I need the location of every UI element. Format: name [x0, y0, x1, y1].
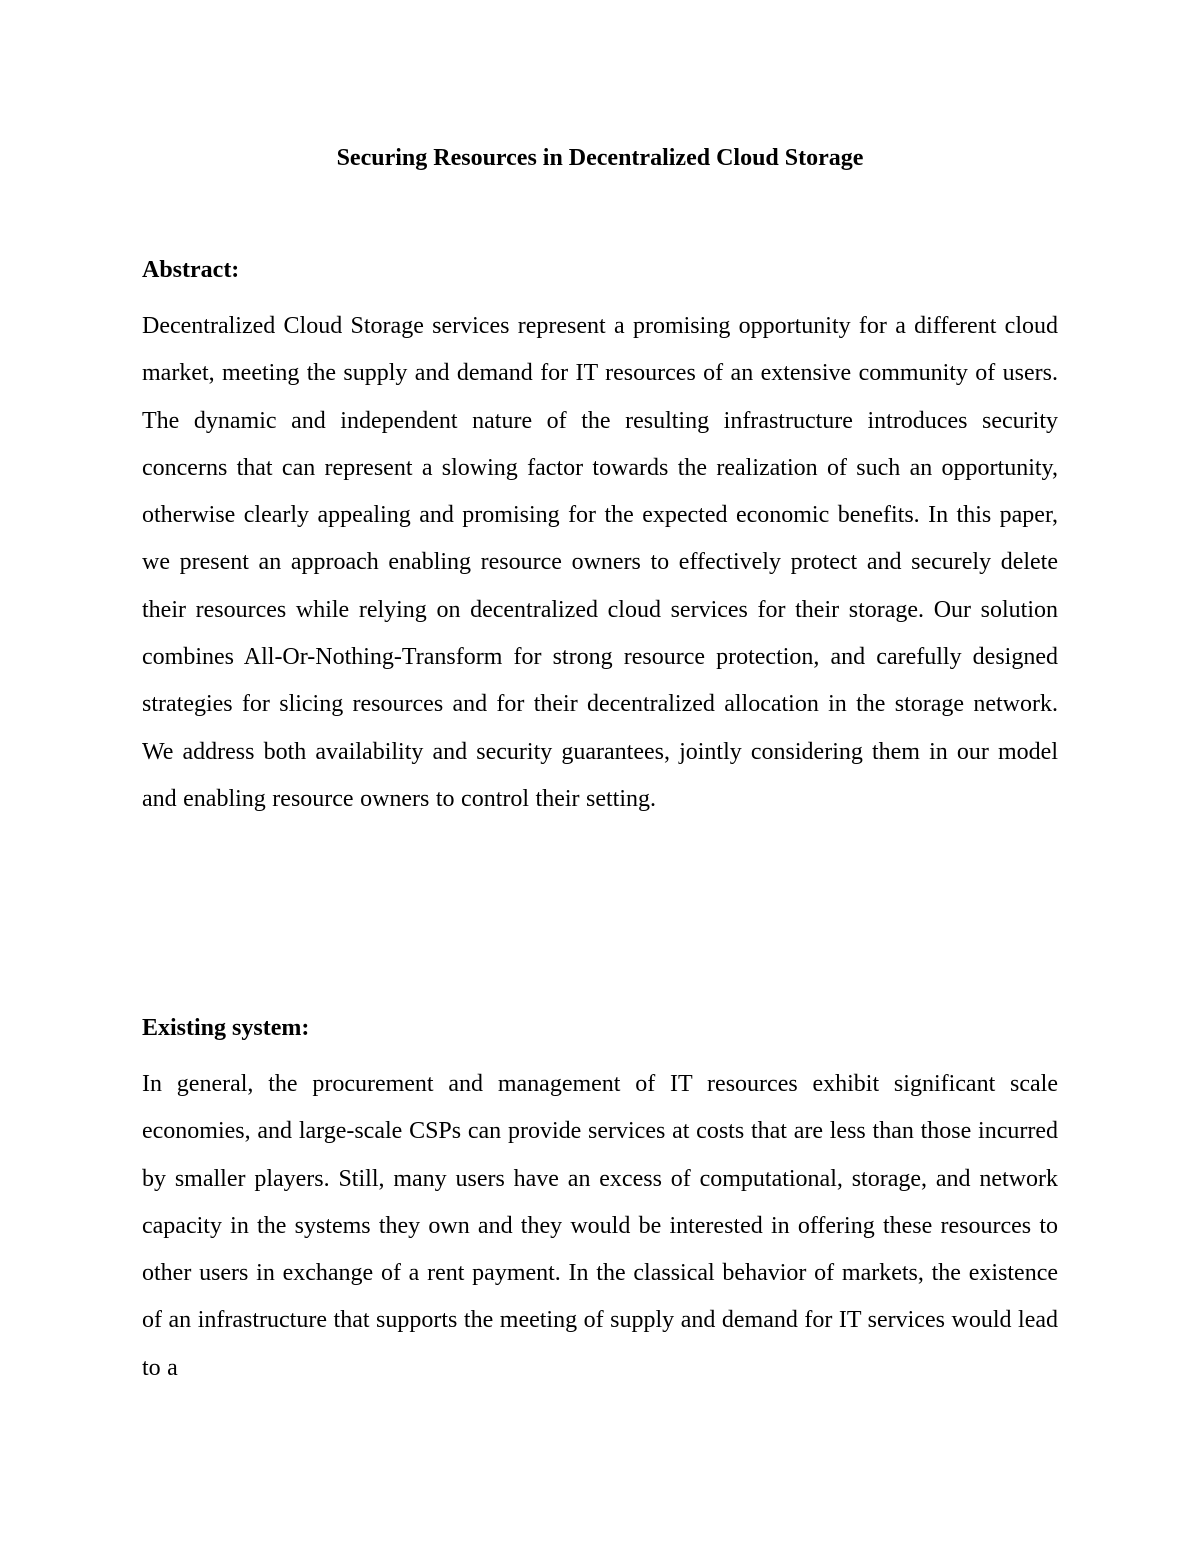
abstract-heading: Abstract:: [142, 257, 240, 283]
existing-system-paragraph: In general, the procurement and management of IT resources exhibit significant scale economies, and large-scale CSPs can provide services at costs that are less than those incurred by smaller players. Still, many users have an excess of computational, storage, and network capacity in the systems they own and they would be interested in offering these resources to other users in exchange of a rent payment. In the classical behavior of markets, the existence of an infrastructure that supports the meeting of supply and demand for IT services would lead to a: [142, 1071, 1058, 1381]
existing-system-heading: Existing system:: [142, 1015, 310, 1041]
document-title: Securing Resources in Decentralized Cloud Storage: [336, 145, 864, 171]
abstract-paragraph: Decentralized Cloud Storage services represent a promising opportunity for a different cloud market, meeting the supply and demand for IT resources of an extensive community of users. The dynamic and independent nature of the resulting infrastructure introduces security concerns that can represent a slowing factor towards the realization of such an opportunity, otherwise clearly appealing and promising for the expected economic benefits. In this paper, we present an approach enabling resource owners to effectively protect and securely delete their resources while relying on decentralized cloud services for their storage. Our solution combines All-Or-Nothing-Transform for strong resource protection, and carefully designed strategies for slicing resources and for their decentralized allocation in the storage network. We address both availability and security guarantees, jointly considering them in our model and enabling resource owners to control their setting.: [142, 313, 1058, 812]
